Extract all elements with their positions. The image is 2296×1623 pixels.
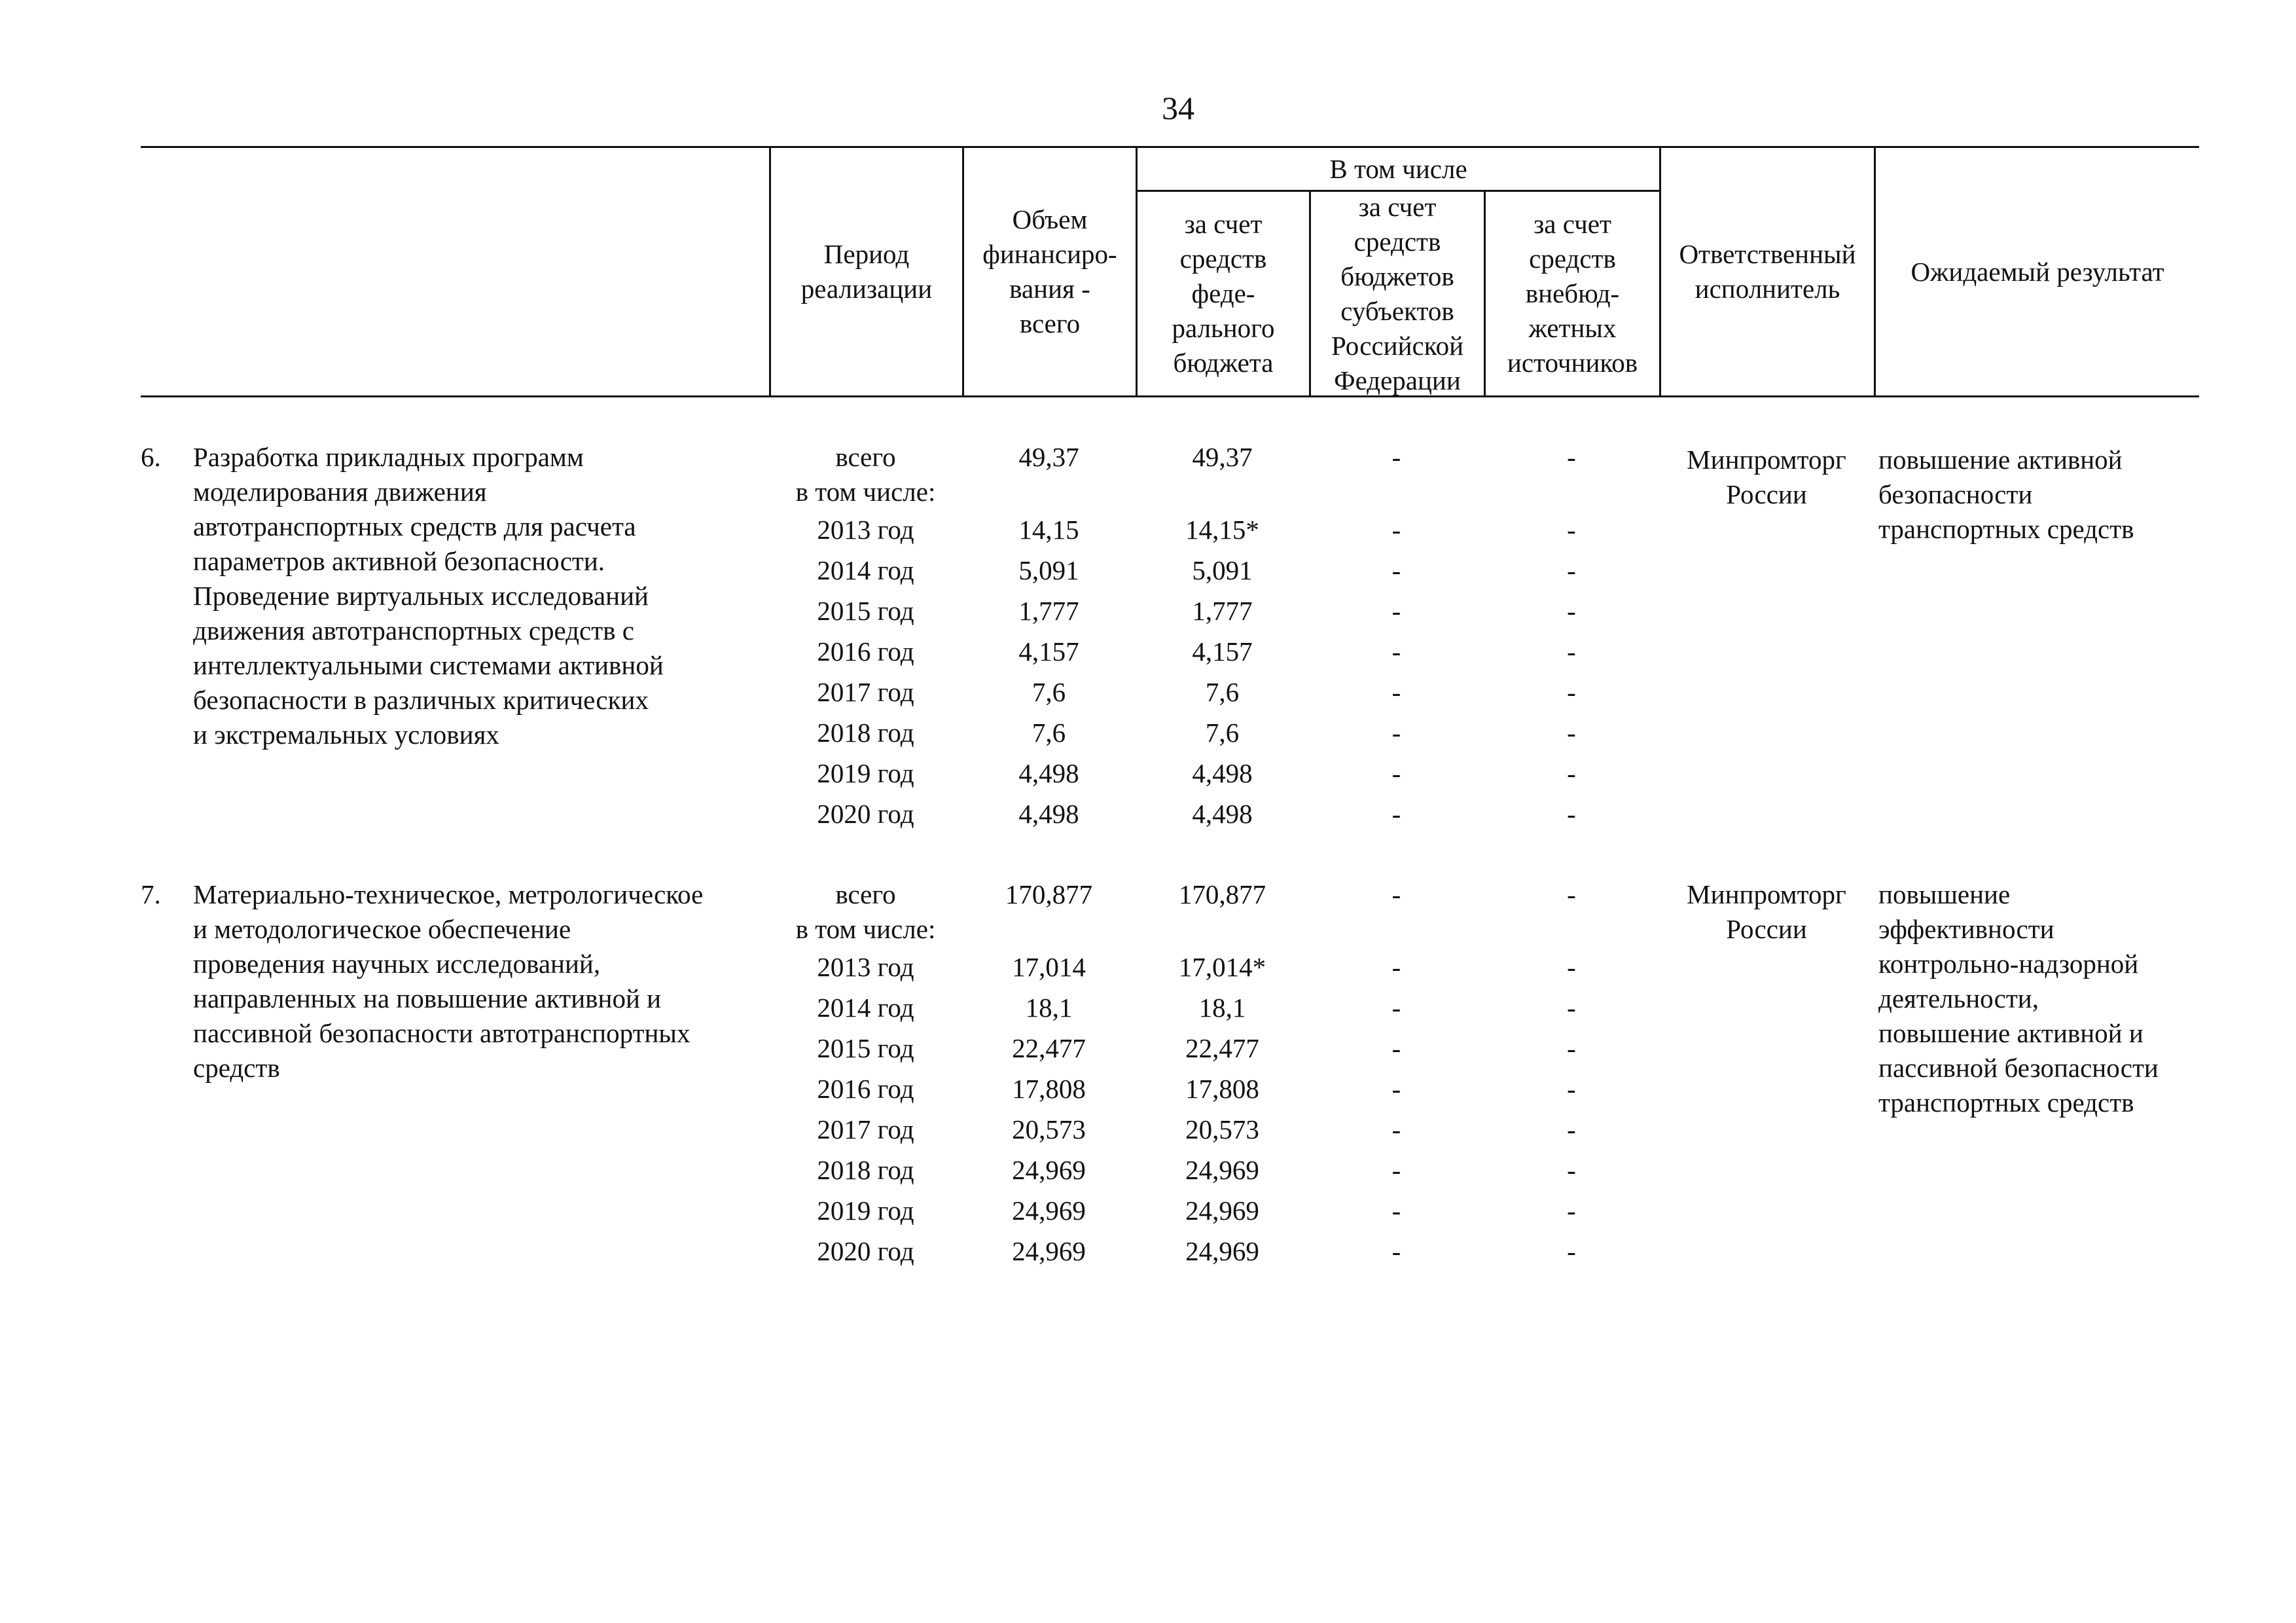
- value-cell: 18,1: [1025, 993, 1073, 1023]
- table-header: [141, 144, 2199, 406]
- row-description: Материально-техническое, метрологическое и методологическое обеспечение проведения научных исследований, направленных на повышение активной и пассивной безопасности автотранспортных средств: [193, 879, 704, 1083]
- value-cell: -: [1391, 1195, 1401, 1226]
- value-cell: 4,498: [1018, 758, 1079, 788]
- page-number: 34: [1162, 90, 1194, 126]
- header-regional: за счет средств бюджетов субъектов Российской Федерации: [1331, 191, 1464, 395]
- value-cell: -: [1391, 799, 1401, 829]
- row-executor: Минпромторг России: [1687, 879, 1846, 944]
- period-cell: в том числе:: [795, 477, 936, 507]
- value-cell: -: [1391, 596, 1401, 626]
- period-cell: 2018 год: [817, 718, 914, 748]
- value-cell: 18,1: [1198, 993, 1246, 1023]
- value-cell: 170,877: [1005, 879, 1093, 909]
- value-cell: 1,777: [1192, 596, 1253, 626]
- value-cell: 7,6: [1031, 677, 1066, 707]
- row-description: Разработка прикладных программ моделирования движения автотранспортных средств для расчета параметров активной безопасности. Проведение виртуальных исследований движения автотранспортных средств с интеллектуальными системами активной безопасности в различных критических и экстремальных условиях: [193, 442, 664, 750]
- value-cell: -: [1391, 515, 1401, 545]
- value-cell: 24,969: [1185, 1195, 1259, 1226]
- header-including: В том числе: [1329, 153, 1467, 184]
- value-cell: -: [1391, 1074, 1401, 1104]
- value-cell: -: [1567, 1236, 1576, 1266]
- value-cell: -: [1567, 515, 1576, 545]
- value-cell: 17,014: [1012, 952, 1086, 982]
- value-cell: 22,477: [1012, 1033, 1086, 1063]
- value-cell: 4,498: [1192, 799, 1253, 829]
- value-cell: 49,37: [1192, 442, 1253, 472]
- value-cell: -: [1567, 596, 1576, 626]
- value-cell: -: [1391, 555, 1401, 585]
- value-cell: -: [1391, 442, 1401, 472]
- period-cell: 2017 год: [817, 677, 914, 707]
- value-cell: -: [1391, 636, 1401, 666]
- value-cell: -: [1567, 555, 1576, 585]
- value-cell: -: [1567, 879, 1576, 909]
- federal-column: [1136, 440, 1309, 834]
- value-cell: 49,37: [1018, 442, 1079, 472]
- value-cell: -: [1391, 1114, 1401, 1144]
- period-cell: 2014 год: [817, 555, 914, 585]
- period-cell: 2017 год: [817, 1114, 914, 1144]
- value-cell: -: [1567, 718, 1576, 748]
- value-cell: 7,6: [1031, 718, 1066, 748]
- period-column: [769, 440, 962, 834]
- value-cell: -: [1567, 1114, 1576, 1144]
- extra-column: [1484, 877, 1659, 1271]
- value-cell: 4,498: [1018, 799, 1079, 829]
- value-cell: 17,808: [1012, 1074, 1086, 1104]
- row-number: 7.: [141, 879, 161, 909]
- value-cell: -: [1567, 993, 1576, 1023]
- row-result: повышение эффективности контрольно-надзорной деятельности, повышение активной и пассивной безопасности транспортных средств: [1878, 879, 2159, 1118]
- value-cell: 4,157: [1018, 636, 1079, 666]
- value-cell: 24,969: [1012, 1195, 1086, 1226]
- value-cell: -: [1567, 1033, 1576, 1063]
- row-number: 6.: [141, 442, 161, 472]
- period-cell: 2016 год: [817, 636, 914, 666]
- value-cell: -: [1567, 799, 1576, 829]
- period-cell: 2019 год: [817, 1195, 914, 1226]
- period-cell: 2013 год: [817, 952, 914, 982]
- regional-column: [1309, 877, 1484, 1271]
- value-cell: 17,808: [1185, 1074, 1259, 1104]
- header-period: Период реализации: [800, 239, 933, 304]
- value-cell: 170,877: [1178, 879, 1266, 909]
- value-cell: -: [1391, 677, 1401, 707]
- period-cell: в том числе:: [795, 914, 936, 944]
- period-cell: 2020 год: [817, 799, 914, 829]
- row-result: повышение активной безопасности транспортных средств: [1878, 445, 2134, 544]
- value-cell: 7,6: [1205, 677, 1240, 707]
- extra-column: [1484, 440, 1659, 834]
- value-cell: 24,969: [1185, 1236, 1259, 1266]
- value-cell: -: [1567, 1155, 1576, 1185]
- table-row: [141, 440, 2199, 846]
- volume-column: [962, 877, 1136, 1271]
- federal-column: [1136, 877, 1309, 1271]
- value-cell: -: [1567, 758, 1576, 788]
- period-cell: 2015 год: [817, 1033, 914, 1063]
- value-cell: 5,091: [1018, 555, 1079, 585]
- period-cell: всего: [835, 879, 896, 909]
- value-cell: -: [1391, 758, 1401, 788]
- period-cell: 2018 год: [817, 1155, 914, 1185]
- header-volume: Объем финансиро- вания - всего: [982, 204, 1117, 338]
- value-cell: -: [1391, 879, 1401, 909]
- value-cell: 1,777: [1018, 596, 1079, 626]
- period-cell: 2016 год: [817, 1074, 914, 1104]
- header-extra: за счет средств внебюд- жетных источников: [1507, 209, 1638, 378]
- period-column: [769, 877, 962, 1271]
- value-cell: 4,157: [1192, 636, 1253, 666]
- period-cell: 2015 год: [817, 596, 914, 626]
- value-cell: 20,573: [1012, 1114, 1086, 1144]
- value-cell: -: [1391, 1236, 1401, 1266]
- period-cell: всего: [835, 442, 896, 472]
- regional-column: [1309, 440, 1484, 834]
- header-federal: за счет средств феде- рального бюджета: [1172, 209, 1275, 378]
- value-cell: -: [1391, 718, 1401, 748]
- value-cell: -: [1391, 952, 1401, 982]
- period-cell: 2014 год: [817, 993, 914, 1023]
- value-cell: -: [1567, 1195, 1576, 1226]
- table-row: [141, 877, 2199, 1283]
- value-cell: 17,014*: [1178, 952, 1266, 982]
- value-cell: 5,091: [1192, 555, 1253, 585]
- value-cell: -: [1567, 952, 1576, 982]
- value-cell: -: [1391, 1033, 1401, 1063]
- value-cell: -: [1567, 1074, 1576, 1104]
- value-cell: 4,498: [1192, 758, 1253, 788]
- period-cell: 2013 год: [817, 515, 914, 545]
- value-cell: -: [1567, 677, 1576, 707]
- row-executor: Минпромторг России: [1687, 445, 1846, 509]
- value-cell: 24,969: [1185, 1155, 1259, 1185]
- value-cell: -: [1391, 993, 1401, 1023]
- value-cell: 14,15*: [1185, 515, 1259, 545]
- header-executor: Ответственный исполнитель: [1679, 239, 1856, 304]
- period-cell: 2020 год: [817, 1236, 914, 1266]
- header-result: Ожидаемый результат: [1910, 256, 2164, 287]
- volume-column: [962, 440, 1136, 834]
- value-cell: -: [1391, 1155, 1401, 1185]
- value-cell: 14,15: [1018, 515, 1079, 545]
- period-cell: 2019 год: [817, 758, 914, 788]
- value-cell: -: [1567, 442, 1576, 472]
- value-cell: 24,969: [1012, 1236, 1086, 1266]
- header-bottom-rule: [141, 395, 2199, 397]
- value-cell: 24,969: [1012, 1155, 1086, 1185]
- value-cell: 20,573: [1185, 1114, 1259, 1144]
- value-cell: 22,477: [1185, 1033, 1259, 1063]
- value-cell: 7,6: [1205, 718, 1240, 748]
- value-cell: -: [1567, 636, 1576, 666]
